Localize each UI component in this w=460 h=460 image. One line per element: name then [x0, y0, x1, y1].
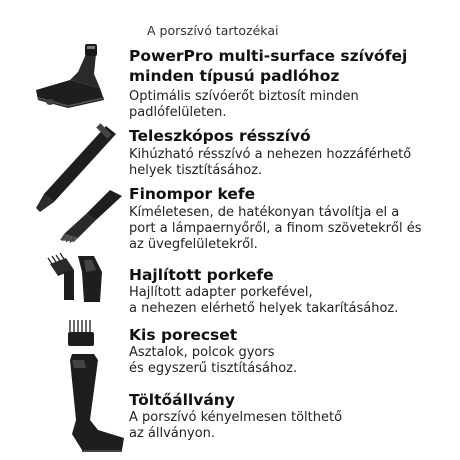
accessory-title: Kis porecset [129, 326, 238, 344]
accessory-title: minden típusú padlóhoz [129, 67, 340, 85]
accessory-description: a nehezen elérhető helyek takarításához. [129, 301, 399, 316]
accessory-description: padlófelületen. [129, 105, 227, 120]
accessory-description: az üvegfelületekről. [129, 237, 258, 252]
accessory-description: helyek tisztításához. [129, 163, 263, 178]
accessory-title: Hajlított porkefe [129, 266, 274, 284]
accessory-title: Teleszkópos résszívó [129, 127, 311, 145]
floor-nozzle-icon [30, 42, 120, 112]
angled-brush-icon [44, 250, 110, 310]
accessory-description: és egyszerű tisztításához. [129, 361, 298, 376]
accessory-description: Asztalok, polcok gyors [129, 345, 275, 360]
accessory-description: A porszívó kényelmesen tölthető [129, 410, 343, 425]
accessory-description: port a lámpaernyőről, a finom szövetekről és [129, 221, 422, 236]
fine-dust-brush-icon [56, 188, 126, 244]
accessory-title: Finompor kefe [129, 185, 256, 203]
accessory-title: PowerPro multi-surface szívófej [129, 47, 408, 65]
accessory-description: Kíméletesen, de hatékonyan távolítja el a [129, 205, 400, 220]
small-brush-icon [62, 318, 102, 348]
charging-stand-icon [58, 350, 128, 454]
accessory-description: Optimális szívóerőt biztosít minden [129, 89, 359, 104]
accessory-description: az állványon. [129, 426, 216, 441]
accessory-title: Töltőállvány [129, 391, 235, 409]
page-title: A porszívó tartozékai [147, 23, 279, 38]
accessory-description: Hajlított adapter porkefével, [129, 285, 313, 300]
accessory-description: Kihúzható résszívó a nehezen hozzáférhető [129, 147, 412, 162]
